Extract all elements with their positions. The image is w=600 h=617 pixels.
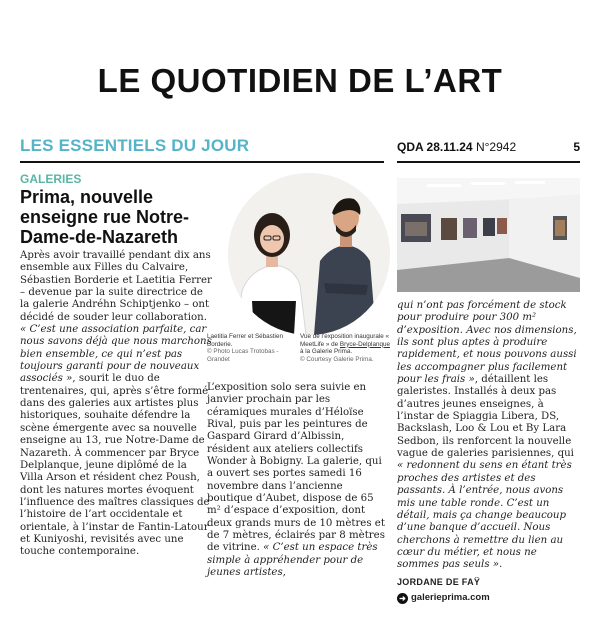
caption-credit: © Courtesy Galerie Prima. [300,355,374,363]
caption-text [300,333,392,356]
website-link[interactable] [397,592,580,604]
website-label[interactable]: galerieprima.com [411,591,490,603]
page-number: 5 [573,140,580,154]
issue-info [397,140,580,154]
caption-post: à la Galerie Prima. [300,348,353,355]
artist-link[interactable]: Bryce-Delplanque [339,340,390,348]
article-kicker: GALERIES [20,172,82,186]
section-title: LES ESSENTIELS DU JOUR [20,136,250,155]
caption-text: Laetitia Ferrer et Sébastien Borderie. [207,333,283,348]
caption-credit: © Photo Lucas Trotobas - Grandet [207,348,279,363]
quote: qui n’ont pas forcément de stock pour produire pour 300 m² d’exposition. Avec nos dimensions, ils sont plus aptes à produire rapidement, et nous pouvons aussi les accompagner plus facilement pour les frais » [397,300,577,386]
portrait-illustration [228,173,390,335]
article-column-1 [20,250,213,559]
gallery-photo [397,178,580,292]
section-rule-left [20,161,384,163]
gallery-illustration [397,178,580,292]
text-run: , sourit le duo de trentenaires, qui, après s’être formé dans des galeries aux artistes plus historiques, souhaite défendre la scène émergente avec sa nouvelle enseigne au 13, rue Notre-Dame de Nazareth. À commencer par Bryce Delplanque, jeune diplômé de la Villa Arson et résident chez Poush, dont les natures mortes évoquent l’influence des maîtres classiques de l’histoire de l’art occidentale et orientale, à l’instar de Fantin-Latour et Kuniyoshi, revisités avec une touche contemporaine. [20,373,210,558]
portrait-photo [228,173,390,335]
paragraph [207,382,390,580]
quote: « C’est une association parfaite, car nous savons déjà que nous marchons bien ensemble, ce qui n’est pas toujours garanti pour de nouveaux associés » [20,324,212,385]
photo-caption-exhibition [300,333,392,363]
masthead: LE QUOTIDIEN DE L’ART [97,62,503,99]
article-column-2 [207,382,390,580]
text-run: , détaillent les galeristes. Installés à deux pas d’autres jeunes enseignes, à l’instar de Spiaggia Libera, DS, Backslash, Loo & Lou et By Lara Sedbon, ils renforcent la nouvelle vague de galeries parisiennes, qui [397,374,574,460]
author-signature: JORDANE DE FAŸ [397,576,481,587]
paragraph [20,250,213,559]
text-run: L’exposition solo sera suivie en janvier prochain par les céramiques murales d’Héloïse Rival, puis par les peintures de Gaspard Girard d’Albissin, résident aux ateliers collectifs Wonder à Bobigny. La galerie, qui a ouvert ses portes samedi 16 novembre dans l’ancienne boutique d’Aubet, dispose de 65 m² d’espace d’exposition, dont deux grands murs de 10 mètres et de 7 mètres, éclairés par 8 mètres de vitrine. [207,382,385,554]
text-run: Après avoir travaillé pendant dix ans ensemble aux Filles du Calvaire, Sébastien Borderie et Laetitia Ferrer – devenue par la suite directrice de la galerie Andréhn Schiptjenko – ont décidé de souder leur collaboration. [20,250,212,323]
issue-number: N°2942 [475,140,517,154]
article-column-3 [397,300,580,604]
paragraph [397,300,580,572]
quote: « redonnent du sens en étant très proches des artistes et des passants. À l’entrée, nous avons mis une table ronde. C’est un détail, mais ça change beaucoup d’une banque d’accueil. Nous cherchons à remettre du lien au cœur du métier, et nous ne sommes pas seuls ». [397,460,572,571]
arrow-right-icon: ➜ [397,593,408,604]
article-headline: Prima, nouvelle enseigne rue Notre-Dame-de-Nazareth [20,187,190,247]
issue-date: QDA 28.11.24 [397,140,473,154]
section-rule-right [397,161,580,163]
caption-pre: Vue de l’exposition inaugurale « MeetLife » de [300,333,390,348]
photo-caption-portrait [207,333,292,363]
quote: « C’est un espace très simple à appréhender pour de jeunes artistes, [207,542,378,579]
